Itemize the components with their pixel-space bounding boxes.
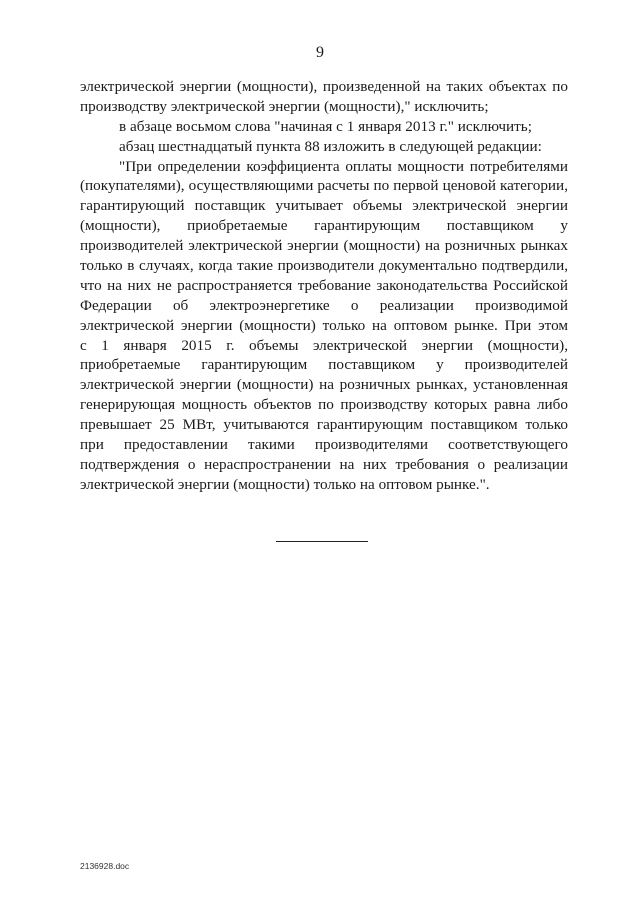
document-body bbox=[80, 77, 568, 495]
text-line: только в случаях, когда такие производители документально подтвердили, bbox=[80, 257, 568, 275]
text-line: электрической энергии (мощности) только на оптовом рынке. При этом bbox=[80, 316, 568, 334]
text-line: что на них не распространяется требование законодательства Российской bbox=[80, 276, 568, 294]
text-line: в абзаце восьмом слова "начиная с 1 января 2013 г." исключить; bbox=[119, 117, 532, 135]
text-line: подтверждения о нераспространении на них требования о реализации bbox=[80, 455, 568, 473]
text-line: при предоставлении такими производителями соответствующего bbox=[80, 436, 568, 454]
text-line: превышает 25 МВт, учитываются гарантирующим поставщиком только bbox=[80, 416, 568, 434]
text-line: электрической энергии (мощности) только на оптовом рынке.". bbox=[80, 475, 490, 493]
text-line: электрической энергии (мощности) на розничных рынках, установленная bbox=[80, 376, 568, 394]
text-line: генерирующая мощность объектов по производству которых равна либо bbox=[80, 396, 568, 414]
file-name-footer: 2136928.doc bbox=[80, 861, 130, 871]
end-divider bbox=[276, 541, 368, 542]
text-line: "При определении коэффициента оплаты мощности потребителями bbox=[119, 157, 568, 175]
text-line: электрической энергии (мощности), произведенной на таких объектах по bbox=[80, 78, 568, 95]
text-line: гарантирующий поставщик учитывает объемы электрической энергии bbox=[80, 197, 568, 215]
page-number: 9 bbox=[316, 44, 324, 61]
text-line: абзац шестнадцатый пункта 88 изложить в следующей редакции: bbox=[119, 137, 542, 155]
text-line: производителей электрической энергии (мощности) на розничных рынках bbox=[80, 237, 568, 255]
text-line: с 1 января 2015 г. объемы электрической энергии (мощности), bbox=[80, 336, 568, 354]
text-line: (мощности), приобретаемые гарантирующим поставщиком у bbox=[80, 217, 568, 235]
text-line: Федерации об электроэнергетике о реализации производимой bbox=[80, 296, 568, 314]
text-line: производству электрической энергии (мощности)," исключить; bbox=[80, 97, 489, 115]
text-line: (покупателями), осуществляющими расчеты по первой ценовой категории, bbox=[80, 177, 568, 195]
text-line: приобретаемые гарантирующим поставщиком у производителей bbox=[80, 356, 568, 374]
